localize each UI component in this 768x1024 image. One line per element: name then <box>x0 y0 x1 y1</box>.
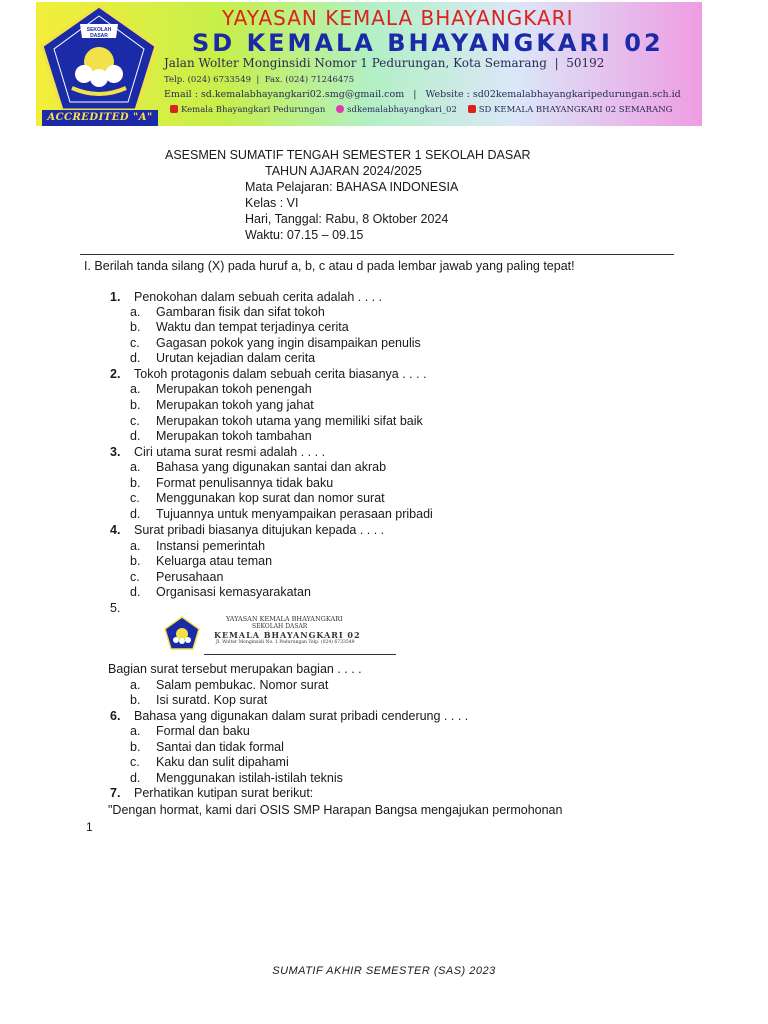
school-address: Jalan Wolter Monginsidi Nomor 1 Pedurungan, Kota Semarang | 50192 <box>164 56 605 70</box>
school-social: Kemala Bhayangkari Pedurungan sdkemalabhayangkari_02 SD KEMALA BHAYANGKARI 02 SEMARANG <box>170 105 672 115</box>
question-4: 4. Surat pribadi biasanya ditujukan kepada . . . . <box>110 523 385 537</box>
question-6: 6. Bahasa yang digunakan dalam surat pribadi cenderung . . . . <box>110 709 469 723</box>
mini-logo-icon <box>164 616 200 650</box>
option: c. Merupakan tokoh utama yang memiliki sifat baik <box>130 414 423 428</box>
option: c. Menggunakan kop surat dan nomor surat <box>130 491 385 505</box>
question-3: 3. Ciri utama surat resmi adalah . . . . <box>110 445 326 459</box>
option: a. Instansi pemerintah <box>130 539 266 553</box>
option: d. Organisasi kemasyarakatan <box>130 585 311 599</box>
school-logo <box>40 4 158 126</box>
question-5: Bagian surat tersebut merupakan bagian . . . . <box>108 662 362 676</box>
school-name: SD KEMALA BHAYANGKARI 02 <box>192 29 664 57</box>
question-7: 7. Perhatikan kutipan surat berikut: <box>110 786 314 800</box>
instagram-icon <box>336 105 344 113</box>
option: a. Bahasa yang digunakan santai dan akrab <box>130 460 387 474</box>
letterhead-image: YAYASAN KEMALA BHAYANGKARI SEKOLAH DASAR KEMALA BHAYANGKARI 02 Jl. Wolter Monginsidi No. 1 Pedurungan Telp. (024) 6733549 <box>160 614 396 658</box>
option: b. Santai dan tidak formal <box>130 740 284 754</box>
option: a. Gambaran fisik dan sifat tokoh <box>130 305 325 319</box>
divider <box>80 254 674 255</box>
option: b. Keluarga atau teman <box>130 554 273 568</box>
option: a. Formal dan baku <box>130 724 250 738</box>
option: b. Format penulisannya tidak baku <box>130 476 334 490</box>
exam-subject: Mata Pelajaran: BAHASA INDONESIA <box>245 180 459 194</box>
question-1: 1. Penokohan dalam sebuah cerita adalah . . . . <box>110 290 383 304</box>
option: a. Salam pembukac. Nomor surat <box>130 678 329 692</box>
school-email-website: Email : sd.kemalabhayangkari02.smg@gmail.com | Website : sd02kemalabhayangkaripedurungan.sch.id <box>164 89 681 100</box>
page-number: 1 <box>86 820 93 834</box>
exam-date: Hari, Tanggal: Rabu, 8 Oktober 2024 <box>245 212 449 226</box>
foundation-name: YAYASAN KEMALA BHAYANGKARI <box>222 6 574 30</box>
page-footer: SUMATIF AKHIR SEMESTER (SAS) 2023 <box>272 965 496 977</box>
option: d. Menggunakan istilah-istilah teknis <box>130 771 343 785</box>
option: d. Urutan kejadian dalam cerita <box>130 351 316 365</box>
school-phone: Telp. (024) 6733549 | Fax. (024) 71246475 <box>164 75 355 85</box>
option: d. Tujuannya untuk menyampaikan perasaan pribadi <box>130 507 433 521</box>
option: c. Kaku dan sulit dipahami <box>130 755 289 769</box>
question-5-number: 5. <box>110 601 121 615</box>
option: b. Merupakan tokoh yang jahat <box>130 398 314 412</box>
youtube-icon <box>468 105 476 113</box>
option: d. Merupakan tokoh tambahan <box>130 429 312 443</box>
exam-class: Kelas : VI <box>245 196 299 210</box>
exam-year: TAHUN AJARAN 2024/2025 <box>265 164 422 178</box>
instruction: I. Berilah tanda silang (X) pada huruf a, b, c atau d pada lembar jawab yang paling tepat! <box>84 259 575 273</box>
question-7-quote: "Dengan hormat, kami dari OSIS SMP Harapan Bangsa mengajukan permohonan <box>108 803 563 817</box>
mini-divider <box>204 654 396 655</box>
option: b. Waktu dan tempat terjadinya cerita <box>130 320 349 334</box>
exam-title: ASESMEN SUMATIF TENGAH SEMESTER 1 SEKOLAH DASAR <box>165 148 531 162</box>
exam-time: Waktu: 07.15 – 09.15 <box>245 228 364 242</box>
option: c. Perusahaan <box>130 570 224 584</box>
option: b. Isi suratd. Kop surat <box>130 693 268 707</box>
option: a. Merupakan tokoh penengah <box>130 382 312 396</box>
option: c. Gagasan pokok yang ingin disampaikan penulis <box>130 336 421 350</box>
facebook-icon <box>170 105 178 113</box>
question-2: 2. Tokoh protagonis dalam sebuah cerita biasanya . . . . <box>110 367 427 381</box>
logo-text: SEKOLAH DASAR <box>86 27 112 39</box>
accredited-badge: ACCREDITED "A" <box>42 110 158 126</box>
